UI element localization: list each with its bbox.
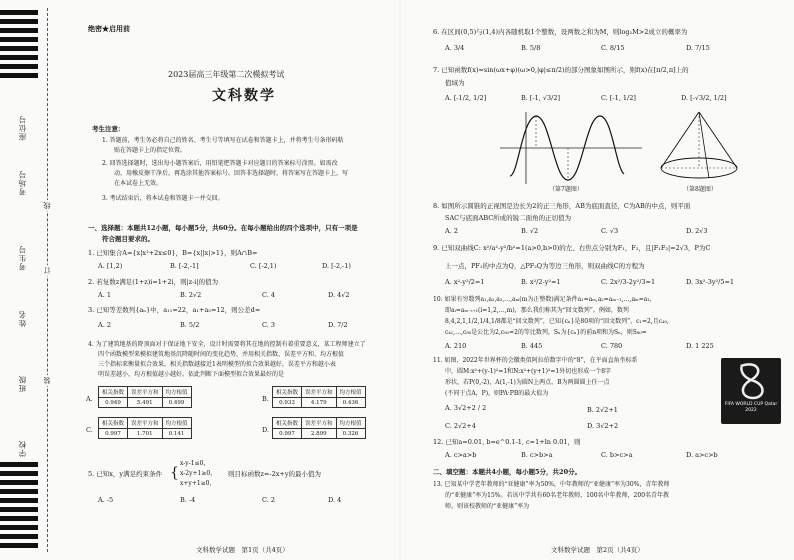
seat-number-label: 座位号 — [18, 115, 27, 141]
table-d-cell-3: 0.326 — [336, 429, 365, 439]
q5-tail: 则目标函数z=-2x+y的最小值为 — [228, 470, 321, 478]
table-c-header-2: 误差平方和 — [128, 418, 163, 429]
q11-line-1: 11. 如图，2022年世界杯的会徽类似阿拉伯数字中的“8”，在平面直角坐标系 — [433, 357, 638, 364]
student-number-label: 考生号 — [18, 245, 27, 271]
q11-option-c: C. 2√2+4 — [445, 422, 476, 430]
q10-line-4: c₄₁,…,c₈₀是公比为2,c₈₀=2的等比数列，Sₙ为{cₙ}的前n项和为Sₙ，则S₈₀= — [445, 329, 647, 336]
q5-brace: { — [170, 465, 179, 481]
q13-line-1: 13. 已知某中学老年教师的“亚健康”率为50%，中年教师的“亚健康”率为30%，青年教师 — [433, 481, 670, 488]
q1-option-c: C. [-2,1) — [250, 262, 277, 270]
barcode-stripes-top — [0, 10, 38, 82]
q5-option-b: B. -4 — [180, 496, 196, 504]
q5-condition-1: x-y-1≤0， — [180, 460, 210, 467]
note-1a: 1. 答题前，考生务必将自己的姓名、考生号等填写在试卷和答题卡上，并将考生号条形码粘 — [102, 137, 344, 144]
question-3: 3. 已知等差数列{aₙ}中，a₁₁=22，a₁+a₅=12，则公差d= — [88, 306, 261, 314]
q8-option-c: C. √3 — [601, 227, 619, 235]
q5-option-c: C. 2 — [262, 496, 276, 504]
note-2a: 2. 回答选择题时，选出每小题答案后，用铅笔把答题卡对应题目的答案标号涂黑。如需改 — [102, 160, 338, 167]
q13-line-2: 的“亚健康”率为15%。若该中学共有60名老年教师，100名中年教师，200名青年教 — [445, 492, 670, 499]
q10-line-2: 即aᵢ=aₘ₋ᵢ₊₁(i=1,2,…,m)，那么我们称其为“回文数列”。例如，数列 — [445, 307, 629, 314]
q3-option-c: C. 3 — [262, 321, 276, 329]
q11-line-3: 形状，若P(0,-2)，A(1,-1)为圆N上两点，B为两圆圆上任一点 — [445, 379, 610, 386]
table-a-label: A. — [86, 395, 93, 403]
binding-mark-xian: 线 — [43, 202, 51, 209]
q8-option-a: A. 2 — [445, 227, 458, 235]
q10-option-c: C. 780 — [601, 342, 623, 350]
q12-option-d: D. a>c>b — [686, 451, 718, 459]
q3-option-b: B. 5/2 — [180, 321, 200, 329]
table-c-cell-2: 1.701 — [128, 429, 163, 439]
q9-option-c: C. 2x²/3-2y²/3=1 — [601, 278, 656, 286]
note-3: 3. 考试结束后，将本试卷和答题卡一并交回。 — [102, 195, 224, 202]
q8-option-b: B. √2 — [521, 227, 539, 235]
barcode-stripes-bottom — [0, 462, 38, 552]
world-cup-emblem-icon — [721, 358, 781, 404]
table-b-cell-2: 4.179 — [302, 398, 337, 408]
table-a-header-2: 误差平方和 — [128, 387, 163, 398]
table-c-header-3: 均方根值 — [162, 418, 191, 429]
q9-option-b: B. x²/2-y²=1 — [521, 278, 561, 286]
q3-option-a: A. 2 — [98, 321, 111, 329]
table-a-cell-1: 0.949 — [99, 398, 128, 408]
table-d-header-1: 相关指数 — [273, 418, 302, 429]
question-2: 2. 若复数z满足(1+z)i=1+2i，则|z-i|的值为 — [88, 278, 219, 286]
subject-title: 文科数学 — [212, 88, 276, 104]
section2-heading: 二、填空题：本题共4小题，每小题5分，共20分。 — [433, 468, 582, 476]
q11-option-d: D. 3√2+2 — [587, 422, 619, 430]
binding-mark-ding: 订 — [43, 267, 51, 274]
question-8-b: SAC与底面ABC所成的锐二面角的正切值为 — [445, 214, 572, 222]
question-1: 1. 已知集合A={x|x²+2x≤0}，B={x||x|>1}，则A∩B= — [88, 249, 258, 257]
q4-line-1: 4. 为了建筑地基的降顶面对于保证地下安全，设计时需要将其在地的控制有着重要意义，某工程师建立了 — [88, 341, 366, 348]
q1-option-a: A. [1,2) — [98, 262, 123, 270]
q10-line-1: 10. 如果有穷数列a₁,a₂,a₃,…,aₘ(m为正整数)满足条件a₁=aₘ,a₂=aₘ₋₁,…,aₘ=a₁， — [433, 296, 656, 303]
note-1b: 贴在答题卡上的指定位置。 — [114, 147, 187, 154]
q2-option-a: A. 1 — [98, 291, 111, 299]
question-8: 8. 如图所示圆锥的正视图是边长为2的正三角形，AB为底面直径，C为AB的中点，则平面 — [433, 202, 691, 210]
section1-heading: 一、选择题：本题共12小题，每小题5分，共60分。在每小题给出的四个选项中，只有一项是 — [88, 224, 358, 232]
q4-line-3: 三个指标来衡量拟合效果。相关指数越接近1表明模型的拟合效果越好，误差平方和越小表 — [98, 361, 336, 368]
q1-option-b: B. [-2,-1] — [170, 262, 199, 270]
cone-figure — [649, 108, 749, 186]
table-d-header-3: 均方根值 — [336, 418, 365, 429]
table-d-label: D. — [262, 426, 270, 434]
exam-room-label: 考场号 — [18, 170, 27, 196]
table-c-label: C. — [86, 426, 93, 434]
table-d-cell-1: 0.997 — [273, 429, 302, 439]
figure-8-caption: （第8题图） — [683, 186, 717, 193]
q4-line-2: 四个函数模型来模拟建筑地基沉降随时间的变化趋势，并用相关指数、误差平方和、均方根值 — [98, 351, 345, 358]
q11-line-4: (不同于点A，P)，则PA·PB的最大值为 — [445, 390, 549, 397]
table-a-cell-3: 0.499 — [162, 398, 191, 408]
q2-option-b: B. 2√2 — [180, 291, 202, 299]
class-label: 班级 — [18, 375, 27, 392]
q10-line-3: 8,4,2,1,1/2,1/4,1/8都是“回文数列”，已知{cₙ}是80项的“回文数列”，c₁=2,且c₄₀, — [445, 318, 669, 325]
table-d-cell-2: 2.899 — [302, 429, 337, 439]
sine-graph-figure — [496, 108, 646, 186]
table-a-header-3: 均方根值 — [162, 387, 191, 398]
q6-option-d: D. 7/15 — [686, 44, 710, 52]
q5-option-d: D. 4 — [328, 496, 342, 504]
table-a-cell-2: 5.491 — [128, 398, 163, 408]
table-b-cell-3: 0.436 — [336, 398, 365, 408]
q8-option-d: D. 2√3 — [686, 227, 708, 235]
table-d — [272, 417, 366, 439]
note-2c: 在本试卷上无效。 — [114, 180, 163, 187]
q11-option-b: B. 2√2+1 — [587, 406, 618, 414]
q10-option-b: B. 445 — [521, 342, 543, 350]
right-page-footer: 文科数学试题 第2页（共4页） — [551, 546, 644, 554]
school-label: 学校 — [18, 440, 27, 457]
figure-7-caption: （第7题图） — [549, 186, 583, 193]
table-c-cell-3: 0.141 — [162, 429, 191, 439]
binding-mark-zhuang: 装 — [43, 377, 51, 384]
table-a-header-1: 相关指数 — [99, 387, 128, 398]
section1-heading-b: 符合题目要求的。 — [102, 235, 154, 243]
q5-condition-3: x+y+1≥0， — [180, 480, 216, 487]
table-b-header-3: 均方根值 — [336, 387, 365, 398]
q11-option-a: A. 3√2+2 / 2 — [445, 404, 487, 412]
question-7-b: 值域为 — [445, 79, 465, 87]
table-c-header-1: 相关指数 — [99, 418, 128, 429]
name-label: 姓名 — [18, 310, 27, 327]
question-9-b: 上一点，PF₁的中点为Q，△PF₂Q为等边三角形，则双曲线C的方程为 — [445, 262, 645, 270]
q12-option-c: C. b>c>a — [601, 451, 633, 459]
question-7: 7. 已知函数f(x)=sin(ωx+φ)(ω>0,|φ|≤π/2)的部分图象如图所示，则f(x)在[π/2,π]上的 — [433, 66, 689, 74]
q9-option-a: A. x²-y²/2=1 — [445, 278, 485, 286]
q7-option-a: A. [-1/2, 1/2] — [445, 94, 487, 102]
table-c — [98, 417, 192, 439]
q7-option-d: D. [-√3/2, 1/2] — [681, 94, 727, 102]
q5-condition-2: x-2y+1≥0， — [180, 470, 217, 477]
left-page-footer: 文科数学试题 第1页（共4页） — [196, 546, 289, 554]
question-6: 6. 在区间(0,5)与(1,4)内各随机取1个整数，设两数之和为M，则log₂M>2成立的概率为 — [433, 28, 688, 36]
q3-option-d: D. 7/2 — [328, 321, 348, 329]
q6-option-b: B. 5/8 — [521, 44, 541, 52]
table-c-cell-1: 0.997 — [99, 429, 128, 439]
question-5: 5. 已知x，y满足约束条件 — [88, 470, 163, 478]
table-b-header-2: 误差平方和 — [302, 387, 337, 398]
confidential-mark: 绝密★启用前 — [88, 24, 130, 33]
q6-option-a: A. 3/4 — [445, 44, 465, 52]
q7-option-c: C. [-1, 1/2] — [601, 94, 636, 102]
table-b — [272, 386, 366, 408]
exam-title: 2023届高三年级第二次模拟考试 — [168, 70, 285, 79]
q9-option-d: D. 3x²-3y²/5=1 — [686, 278, 735, 286]
question-9: 9. 已知双曲线C: x²/a²-y²/b²=1(a>0,b>0)的左、右焦点分别为F₁，F₂，且|F₁F₂|=2√3，P为C — [433, 244, 711, 252]
q5-option-a: A. -5 — [98, 496, 114, 504]
q6-option-c: C. 8/15 — [601, 44, 625, 52]
q2-option-d: D. 4√2 — [328, 291, 350, 299]
table-a — [98, 386, 192, 408]
q7-option-b: B. [-1, √3/2] — [521, 94, 561, 102]
q11-line-2: 中，圆M:x²+(y-1)²=1和N:x²+(y+1)²=1外切也形成一个8字 — [445, 368, 612, 375]
q10-option-a: A. 210 — [445, 342, 467, 350]
table-b-label: B. — [262, 395, 269, 403]
question-12: 12. 已知a=0.01, b=e^0.1-1, c=1+ln 0.01，则 — [433, 438, 581, 446]
q13-line-3: 师，则该校教师的“亚健康”率为 — [445, 503, 530, 510]
right-page — [401, 0, 794, 560]
table-b-cell-1: 0.933 — [273, 398, 302, 408]
note-2b: 动，用橡皮擦干净后，再选涂其他答案标号。回答非选择题时，将答案写在答题卡上，写 — [114, 170, 349, 177]
q1-option-d: D. [-2,-1) — [322, 262, 351, 270]
table-d-header-2: 误差平方和 — [302, 418, 337, 429]
q2-option-c: C. 4 — [262, 291, 276, 299]
notes-title: 考生注意： — [92, 125, 125, 133]
binding-line — [47, 8, 48, 552]
q10-option-d: D. 1 225 — [686, 342, 714, 350]
q4-line-4: 明误差越小，均方根值越小越好。依此判断下面模型拟合效果最好的是 — [98, 371, 285, 378]
q12-option-b: B. c>b>a — [521, 451, 553, 459]
q12-option-a: A. c>a>b — [445, 451, 477, 459]
table-b-header-1: 相关指数 — [273, 387, 302, 398]
world-cup-logo — [721, 358, 781, 424]
logo-caption: FIFA WORLD CUP Qatar 2022 — [724, 402, 778, 413]
